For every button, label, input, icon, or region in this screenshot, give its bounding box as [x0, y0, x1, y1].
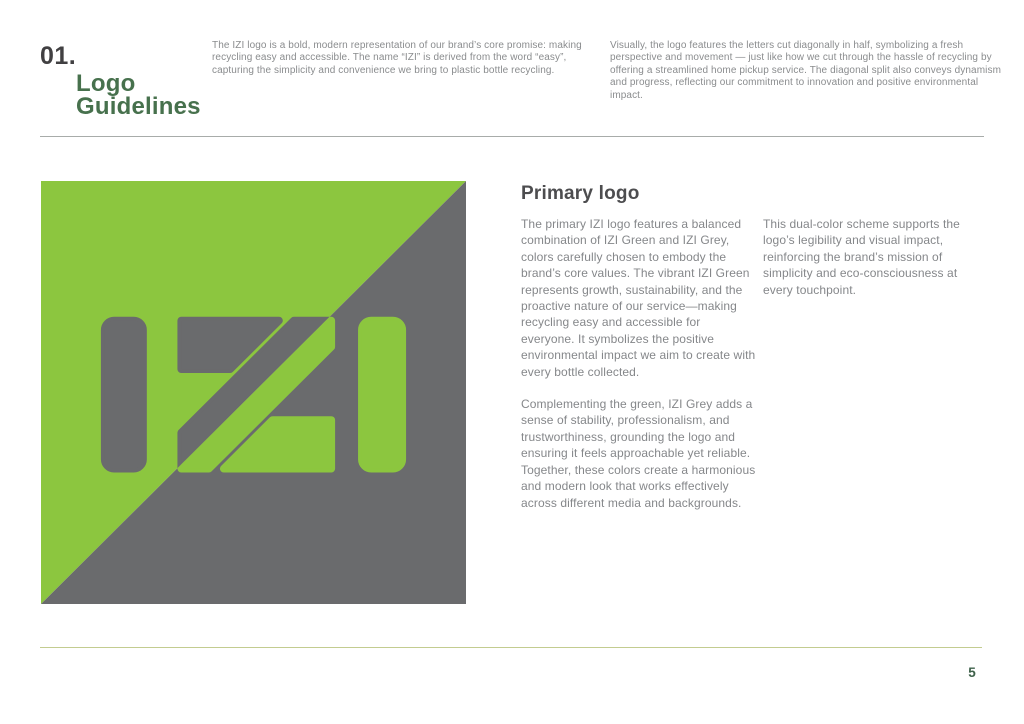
primary-logo-heading: Primary logo [521, 183, 640, 204]
izi-logo-icon [41, 181, 466, 604]
section-title [76, 72, 201, 118]
section-number: 01. [40, 42, 77, 70]
intro-paragraph-right: Visually, the logo features the letters cut diagonally in half, symbolizing a fresh perspective and movement — just like how we cut through the hassle of recycling by offering a streamlined home pickup service. The diagonal split also conveys dynamism and progress, reflecting our commitment to innovation and positive environmental impact. [610, 40, 1002, 101]
footer-divider-line [40, 647, 982, 648]
section-title-line1: Logo [76, 70, 136, 97]
body-column-1 [521, 216, 757, 511]
primary-logo-artwork [41, 181, 466, 604]
section-title-line2: Guidelines [76, 93, 201, 120]
body-paragraph-1: The primary IZI logo features a balanced combination of IZI Green and IZI Grey, colors carefully chosen to embody the brand’s core values. The vibrant IZI Green represents growth, sustainability, and the proactive nature of our service—making recycling easy and accessible for everyone. It symbolizes the positive environmental impact we aim to create with every bottle collected. [521, 217, 756, 379]
body-paragraph-2: Complementing the green, IZI Grey adds a sense of stability, professionalism, and trustworthiness, grounding the logo and ensuring it feels approachable yet reliable. Together, these colors create a harmonious and modern look that works effectively across different media and backgrounds. [521, 397, 756, 510]
body-paragraph-3: This dual-color scheme supports the logo’s legibility and visual impact, reinforcing the brand’s mission of simplicity and eco-consciousness at every touchpoint. [763, 217, 960, 297]
page-number: 5 [968, 665, 976, 680]
intro-paragraph-left: The IZI logo is a bold, modern representation of our brand’s core promise: making recycling easy and accessible. The name “IZI” is derived from the word “easy”, capturing the simplicity and convenience we bring to plastic bottle recycling. [212, 40, 582, 76]
body-column-2 [763, 216, 977, 298]
header-divider-line [40, 136, 984, 137]
